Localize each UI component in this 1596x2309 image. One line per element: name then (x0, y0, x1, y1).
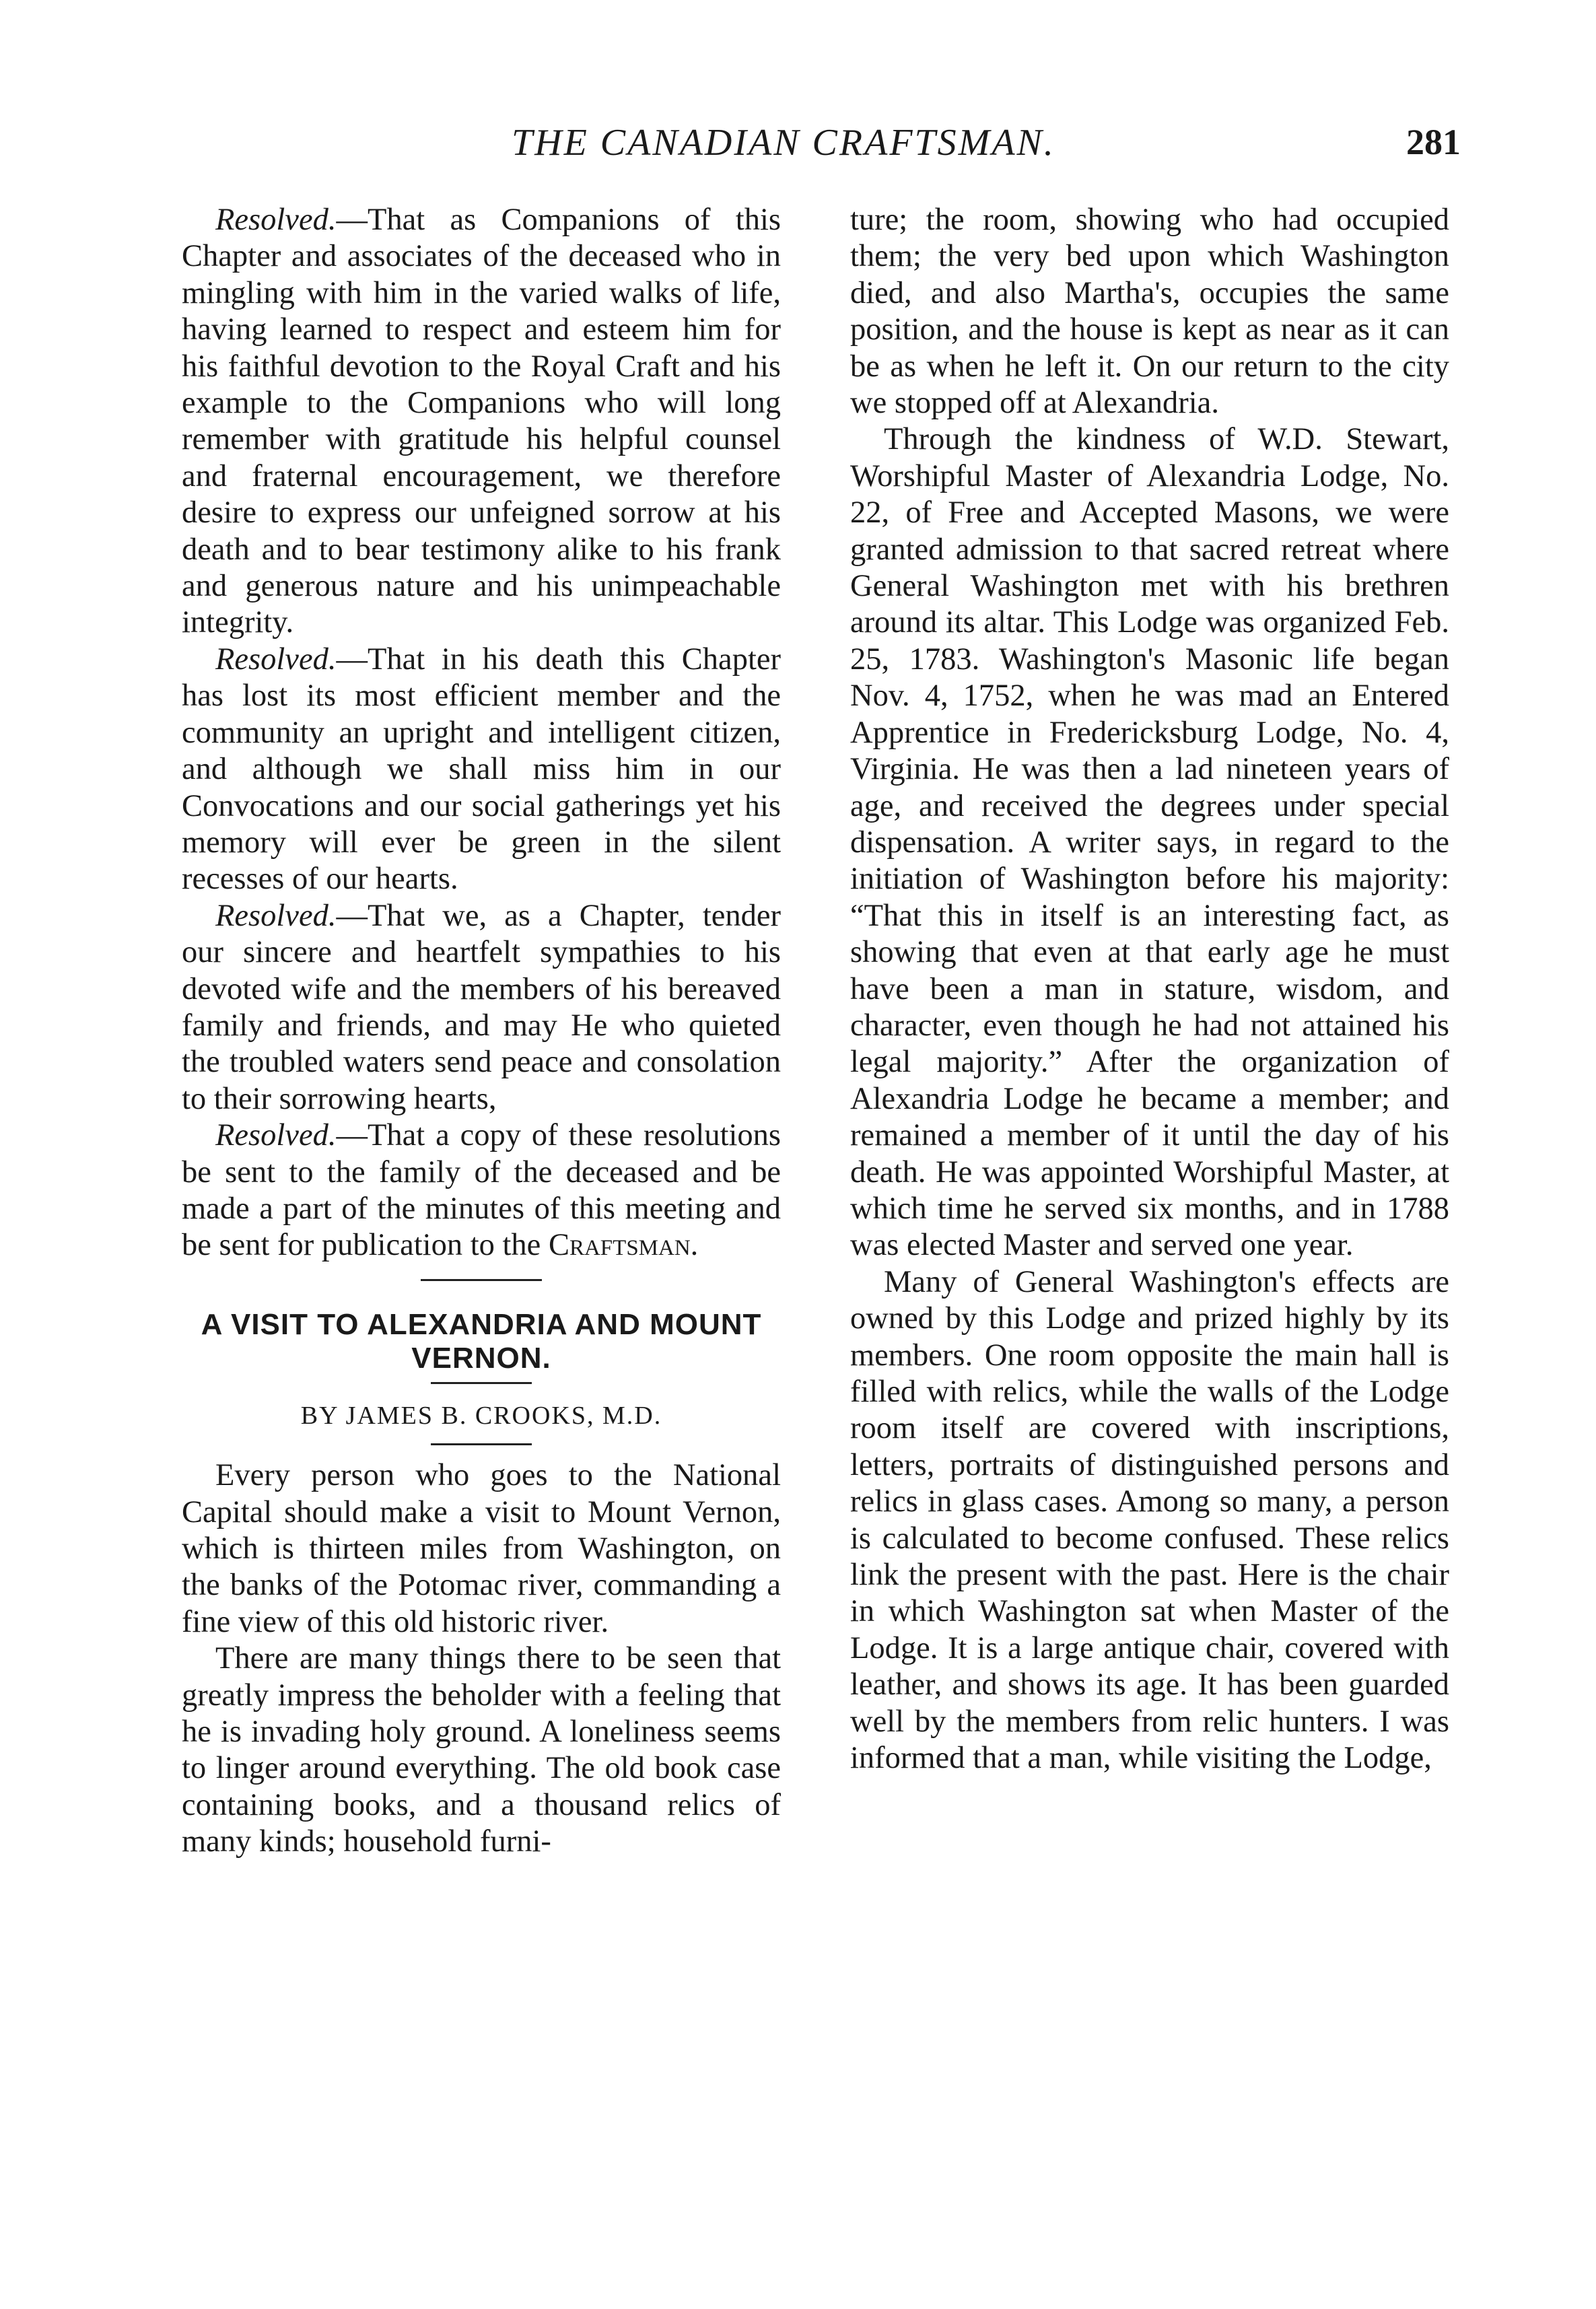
resolved-label: Resolved. (215, 898, 337, 933)
resolution-4 (182, 1117, 781, 1264)
article-title: A VISIT TO ALEXANDRIA AND MOUNT VERNON. (201, 1307, 762, 1375)
right-column (850, 202, 1449, 1777)
resolution-2 (182, 642, 781, 898)
resolved-label: Resolved. (215, 642, 337, 677)
article-paragraph-1: Every person who goes to the National Capital should make a visit to Mount Vernon, which is thirteen miles from Washington, on the banks of the Potomac river, commanding a fine view of this old historic river. (182, 1458, 781, 1639)
resolution-text: —That in his death this Chapter has lost its most efficient member and the community an upright and intelligent citizen, and although we shall miss him in our Convocations and our social gatherings yet his memory will ever be green in the silent recesses of our hearts. (182, 642, 781, 897)
resolution-1 (182, 202, 781, 642)
resolution-3 (182, 898, 781, 1117)
left-column (182, 202, 781, 1861)
article-paragraph-5: Many of General Washington's effects are owned by this Lodge and prized highly by its members. One room opposite the main hall is filled with relics, while the walls of the Lodge room itself are covered with inscriptions, letters, portraits of distinguished persons and relics in glass cases. Among so many, a person is calculated to become confused. These relics link the present with the past. Here is the chair in which Washington sat when Master of the Lodge. It is a large antique chair, covered with leather, and shows its age. It has been guarded well by the members from relic hunters. I was informed that a man, while visiting the Lodge, (850, 1264, 1449, 1776)
resolution-text: —That we, as a Chapter, tender our sincere and heartfelt sympathies to his devoted wife and the members of his bereaved family and friends, and may He who quieted the troubled waters send peace and consolation to their sorrowing hearts, (182, 898, 781, 1116)
resolution-text: —That a copy of these resolutions be sent to the family of the deceased and be made a part of the minutes of this meeting and be sent for publication to the (182, 1118, 781, 1263)
running-title: THE CANADIAN CRAFTSMAN. (512, 122, 1055, 164)
resolution-text: —That as Companions of this Chapter and associates of the deceased who in mingling with him in the varied walks of life, having learned to respect and esteem him for his faithful devotion to the Royal Craft and his example to the Companions who will long remember with gratitude his helpful counsel and fraternal encouragement, we therefore desire to express our unfeigned sorrow at his death and to bear testimony alike to his frank and generous nature and his unimpeachable integrity. (182, 203, 781, 640)
craftsman-name: Craftsman. (548, 1228, 699, 1263)
page-number: 281 (1406, 122, 1461, 162)
article-paragraph-3: ture; the room, showing who had occupied them; the very bed upon which Washington died, and also Martha's, occupies the same position, and the house is kept as near as it can be as when he left it. On our return to the city we stopped off at Alexandria. (850, 203, 1449, 421)
title-divider (431, 1382, 532, 1384)
section-divider (421, 1279, 542, 1281)
byline-divider (431, 1443, 532, 1445)
article-paragraph-4: Through the kindness of W.D. Stewart, Worshipful Master of Alexandria Lodge, No. 22, of Free and Accepted Masons, we were granted admission to that sacred retreat where General Washington met with his brethren around its altar. This Lodge was organized Feb. 25, 1783. Washington's Masonic life began Nov. 4, 1752, when he was mad an Entered Apprentice in Fredericksburg Lodge, No. 4, Virginia. He was then a lad nineteen years of age, and received the degrees under special dispensation. A writer says, in regard to the initiation of Washington before his majority: “That this in itself is an interesting fact, as showing that even at that early age he must have been a man in stature, wisdom, and character, even though he had not attained his legal majority.” After the organization of Alexandria Lodge he became a member; and remained a member of it until the day of his death. He was appointed Worshipful Master, at which time he served six months, and in 1788 was elected Master and served one year. (850, 422, 1449, 1263)
running-header (222, 121, 1461, 175)
resolved-label: Resolved. (215, 1118, 337, 1153)
resolved-label: Resolved. (215, 203, 337, 237)
byline: BY JAMES B. CROOKS, M.D. (300, 1401, 662, 1430)
article-paragraph-2: There are many things there to be seen that greatly impress the beholder with a feeling that he is invading holy ground. A loneliness seems to linger around everything. The old book case containing books, and a thousand relics of many kinds; household furni- (182, 1641, 781, 1859)
